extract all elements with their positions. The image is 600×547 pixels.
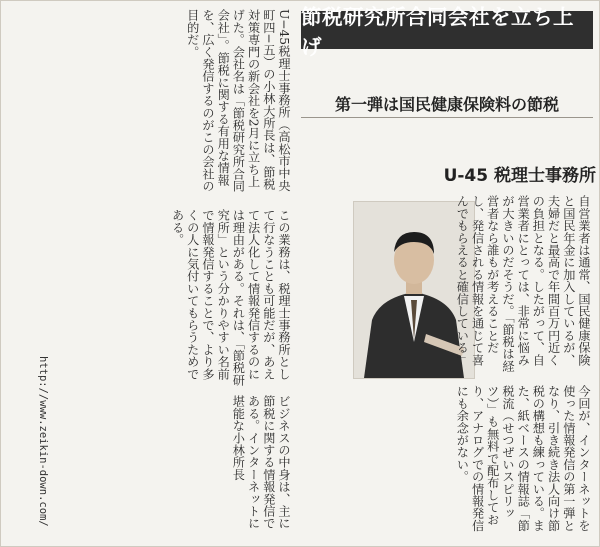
article-column-e: 今回が、インターネットを使った情報発信の第一弾となり、引き続き法人向け節税の構想も練っている。また、紙ベースの情報誌「節税流（せつぜいスピリッツ）」も無料で配布しており、アナログでの情報発信にも余念がない。 — [455, 385, 591, 532]
headline: 節税研究所合同会社を立ち上げ — [301, 11, 593, 49]
article-column-b: この業務は、税理士事務所として行なうことも可能だが、あえて法人化して情報発信するのには理由がある。それは、「節税研究所」という分かりやすい名前で情報発信することで、より多くの人に気付いてもらうためである。 — [170, 209, 291, 386]
office-name: U-45 税理士事務所 — [443, 166, 596, 186]
article-column-a: U−45税理士事務所（高松市中央町四−五）の小林大所長は、節税対策専門の新会社を2月に立ち上げた。会社名は「節税研究所合同会社」。節税に関する有用な情報を、広く発信するのがこの会社の目的だ。 — [185, 9, 291, 192]
article-column-c: ビジネスの中身は、主に節税に関する情報発信である。インターネットに堪能な小林所長 — [231, 395, 291, 530]
subheadline: 第一弾は国民健康保険料の節税 — [301, 89, 593, 118]
website-url: http://www.zeikin-down.com/ — [37, 356, 49, 527]
article-column-d: 自営業者は通常、国民健康保険と国民年金に加入しているが、夫婦だと最高で年間百万円近くの負担となる。したがって、自営業者にとっては、非常に悩みが大きいのだそうだ。「節税は経営者なら誰もが考えることだし、発信される情報を通じて喜んでもらえると確信している」 — [455, 195, 591, 372]
